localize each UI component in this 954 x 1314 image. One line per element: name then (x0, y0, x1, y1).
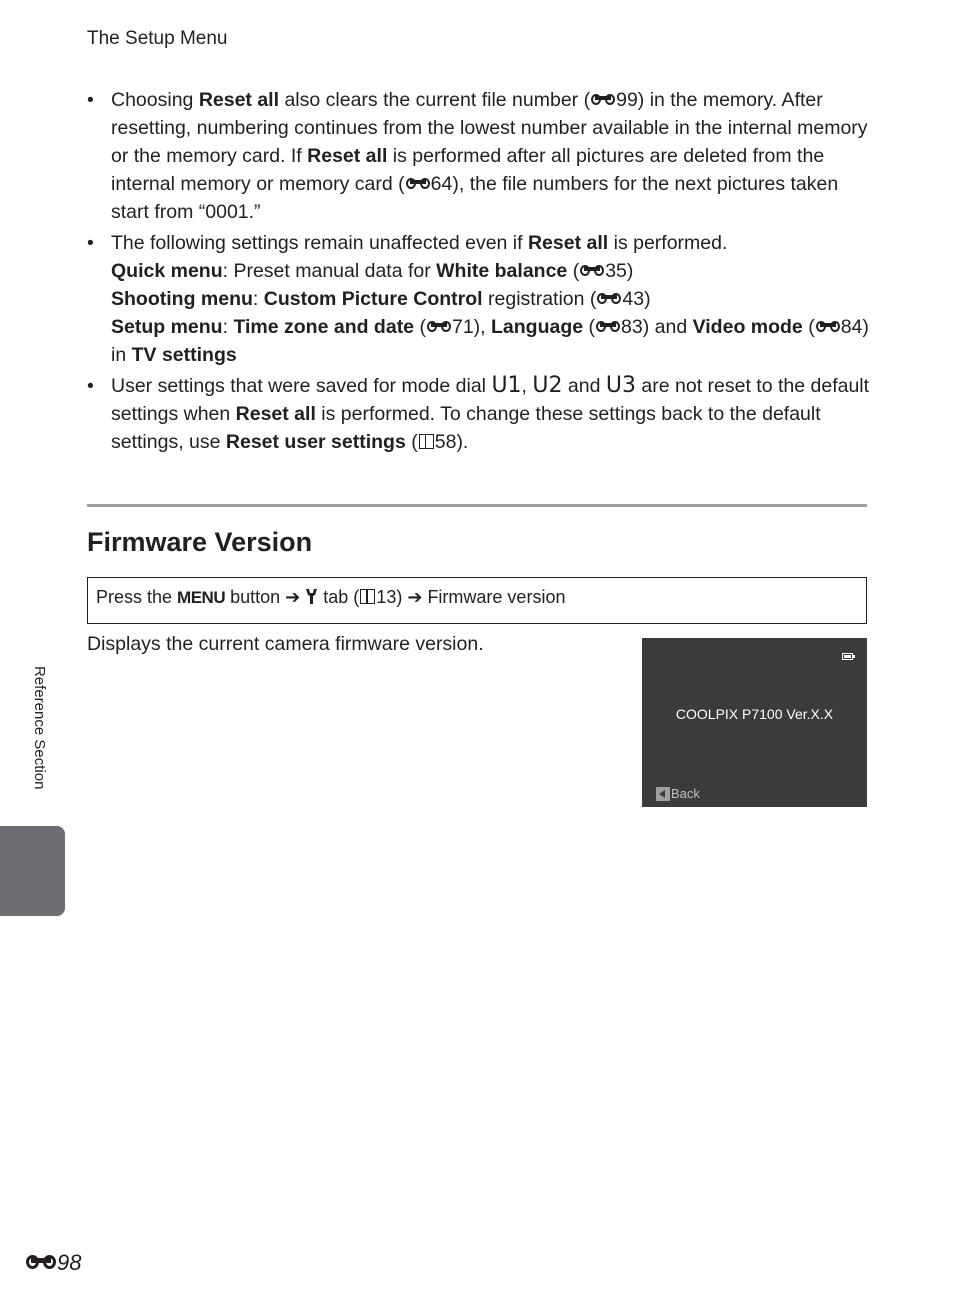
section-title: Firmware Version (87, 527, 313, 557)
back-arrow-icon (656, 787, 670, 801)
section-description: Displays the current camera firmware version. (87, 633, 484, 655)
section-divider (87, 504, 867, 507)
back-hint (656, 786, 700, 801)
reference-section-icon (597, 292, 621, 306)
unaffected-quick-menu: Quick menu: Preset manual data for White balance ( 35) (111, 260, 634, 282)
book-reference-icon (360, 589, 375, 604)
bullet-text: The following settings remain unaffected even if Reset all is performed. (111, 232, 728, 254)
notes-list (87, 86, 877, 459)
list-item (87, 229, 877, 369)
section-thumb-tab (0, 826, 65, 916)
mode-dial-u2-icon: U2 (532, 373, 563, 398)
sidebar-section-label: Reference Section (31, 666, 48, 790)
page-number: 98 (25, 1250, 81, 1276)
page-header-title: The Setup Menu (87, 28, 228, 49)
bullet-text: User settings that were saved for mode dial U1, U2 and U3 are not reset to the default settings when Reset all is performed. To change these settings back to the default settings, use Reset user settings ( 58). (111, 373, 870, 453)
mode-dial-u3-icon: U3 (605, 373, 636, 398)
arrow-right-icon: ➔ (407, 587, 423, 608)
camera-screen-preview (642, 638, 867, 807)
arrow-right-icon: ➔ (285, 587, 301, 608)
reference-section-icon (596, 320, 620, 334)
book-reference-icon (419, 434, 434, 449)
wrench-icon (305, 588, 318, 605)
reference-section-icon (816, 320, 840, 334)
bullet-text: Choosing Reset all also clears the current file number ( 99) in the memory. After resetting, numbering continues from the lowest number available in the internal memory or the memory card. If Reset all is performed after all pictures are deleted from the internal memory or memory card ( 64), the file numbers for the next pictures taken start from “0001.” (111, 89, 868, 223)
firmware-version-text: COOLPIX P7100 Ver.X.X (675, 706, 834, 722)
list-item (87, 86, 877, 226)
bullet-dot: • (87, 89, 94, 111)
menu-button-icon: MENU (177, 588, 226, 607)
list-item (87, 372, 877, 456)
menu-path-box: Press the MENU button ➔ tab ( 13) ➔ Firmware version (87, 577, 867, 624)
reference-section-icon (580, 264, 604, 278)
reference-section-icon (26, 1254, 56, 1272)
reference-section-icon (591, 93, 615, 107)
bullet-dot: • (87, 375, 94, 397)
back-label: Back (671, 786, 700, 801)
bullet-dot: • (87, 232, 94, 254)
unaffected-shooting-menu: Shooting menu: Custom Picture Control registration ( 43) (111, 288, 651, 310)
unaffected-setup-menu: Setup menu: Time zone and date ( 71), Language ( 83) and Video mode ( 84) in TV settings (111, 316, 869, 366)
battery-icon (842, 653, 853, 660)
reference-section-icon (427, 320, 451, 334)
mode-dial-u1-icon: U1 (491, 373, 522, 398)
reference-section-icon (406, 177, 430, 191)
